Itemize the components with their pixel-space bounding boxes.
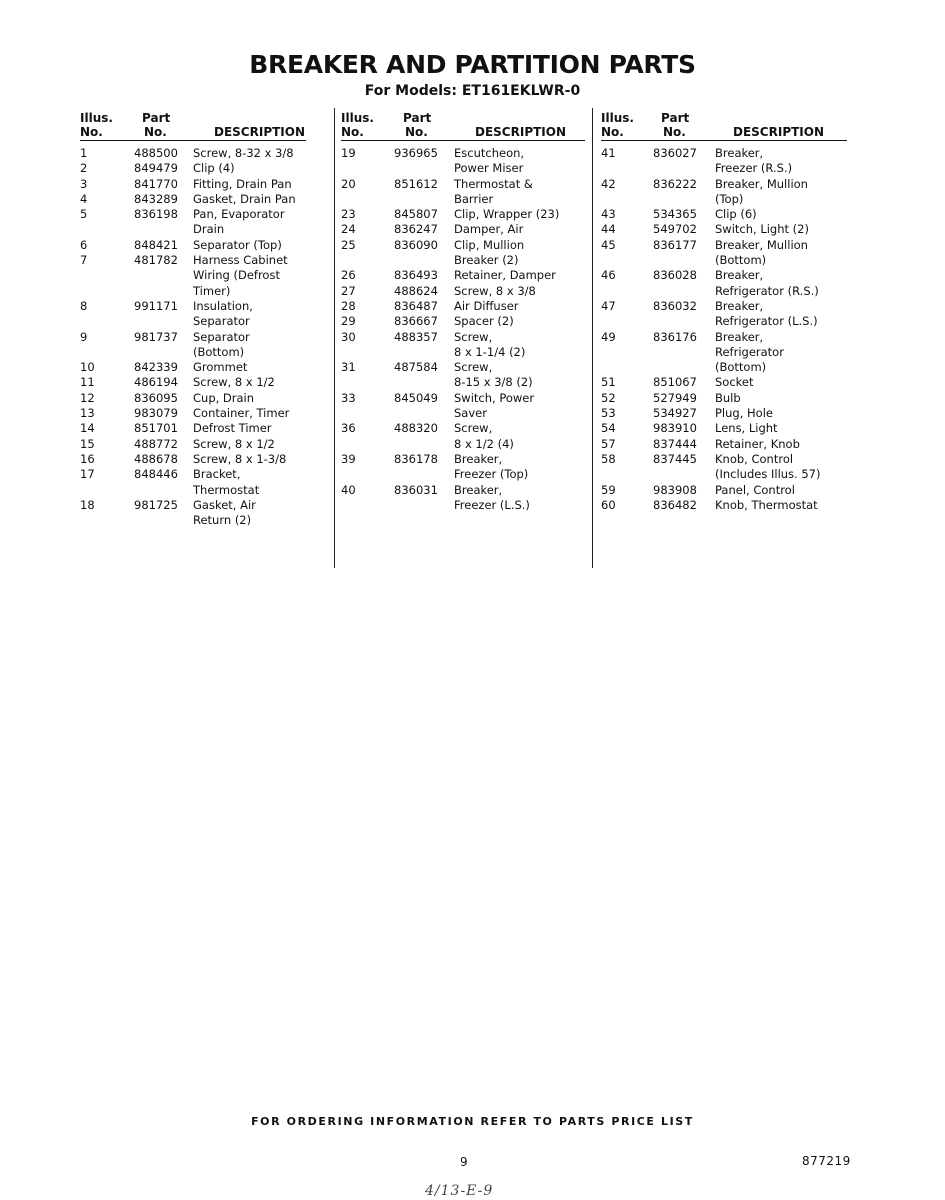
part-number: 836198	[134, 207, 178, 222]
part-number: 981737	[134, 329, 178, 344]
illus-number: 23	[341, 207, 356, 222]
part-row	[341, 330, 585, 361]
part-description: Screw, 8 x 1/2 (4)	[454, 421, 514, 451]
part-row	[601, 222, 847, 237]
part-row	[80, 161, 306, 176]
illus-number: 16	[80, 451, 95, 466]
part-number: 534365	[653, 207, 697, 222]
part-row	[80, 437, 306, 452]
part-header-line1: Part	[661, 111, 690, 125]
illus-number: 42	[601, 176, 616, 191]
part-number: 486194	[134, 375, 178, 390]
part-row	[80, 391, 306, 406]
part-row	[80, 375, 306, 390]
description-header: DESCRIPTION	[475, 125, 567, 139]
handwritten-note: 4/13-E-9	[425, 1183, 494, 1199]
illus-number: 52	[601, 390, 616, 405]
part-description: Pan, Evaporator Drain	[193, 207, 285, 237]
part-description: Breaker, Refrigerator (Bottom)	[715, 329, 784, 375]
part-row	[341, 177, 585, 208]
part-row	[601, 437, 847, 452]
part-description: Gasket, Air Return (2)	[193, 497, 256, 528]
part-number: 983910	[653, 421, 697, 436]
part-number: 843289	[134, 191, 178, 206]
illus-number: 44	[601, 222, 616, 237]
part-row	[341, 299, 585, 314]
parts-column-2	[341, 108, 585, 513]
part-description: Screw, 8-15 x 3/8 (2)	[454, 360, 533, 390]
part-description: Switch, Power Saver	[454, 390, 535, 421]
part-description: Defrost Timer	[193, 421, 272, 436]
illus-header-line1: Illus.	[341, 111, 374, 125]
model-subtitle: For Models: ET161EKLWR-0	[364, 83, 581, 99]
part-number: 837445	[653, 451, 697, 466]
part-number: 488624	[394, 283, 438, 298]
illus-number: 57	[601, 436, 616, 451]
part-number: 851612	[394, 176, 438, 191]
part-row	[80, 467, 306, 498]
part-description: Clip (6)	[715, 207, 757, 222]
part-row	[341, 421, 585, 452]
part-description: Clip, Mullion Breaker (2)	[454, 237, 525, 268]
part-row	[601, 268, 847, 299]
part-description: Breaker, Mullion (Top)	[715, 176, 808, 206]
part-number: 842339	[134, 360, 178, 375]
part-row	[80, 360, 306, 375]
part-row	[80, 498, 306, 529]
part-header-line1: Part	[403, 111, 432, 125]
illus-number: 33	[341, 390, 356, 405]
illus-number: 19	[341, 146, 356, 160]
part-number: 836176	[653, 329, 697, 344]
part-number: 836177	[653, 237, 697, 252]
part-row	[601, 375, 847, 390]
column-header	[80, 108, 306, 141]
part-description: Screw, 8 x 1/2	[193, 436, 275, 451]
part-description: Breaker, Freezer (L.S.)	[454, 482, 530, 512]
part-row	[341, 146, 585, 177]
part-row	[601, 483, 847, 498]
parts-column-1	[80, 108, 306, 528]
description-header: DESCRIPTION	[214, 125, 306, 139]
illus-number: 8	[80, 298, 88, 313]
illus-number: 17	[80, 467, 95, 482]
part-number: 851701	[134, 421, 178, 436]
part-number: 488772	[134, 436, 178, 451]
part-row	[601, 406, 847, 421]
part-number: 534927	[653, 406, 697, 421]
part-header-line2: No.	[663, 125, 686, 139]
part-number: 836487	[394, 298, 438, 313]
part-row	[341, 360, 585, 391]
illus-number: 43	[601, 207, 616, 222]
part-description: Harness Cabinet Wiring (Defrost Timer)	[193, 253, 288, 298]
part-row	[80, 207, 306, 238]
part-number: 845049	[394, 390, 438, 405]
part-description: Knob, Thermostat	[715, 497, 818, 512]
part-number: 836028	[653, 268, 697, 283]
part-number: 488678	[134, 451, 178, 466]
illus-number: 41	[601, 146, 616, 160]
part-number: 488357	[394, 329, 438, 344]
part-row	[341, 483, 585, 514]
illus-header-line2: No.	[601, 125, 624, 139]
part-row	[80, 330, 306, 361]
part-row	[601, 330, 847, 376]
illus-header-line1: Illus.	[80, 111, 113, 125]
illus-number: 11	[80, 375, 95, 390]
illus-number: 45	[601, 237, 616, 252]
column-divider	[334, 108, 335, 568]
part-row	[341, 238, 585, 269]
part-number: 981725	[134, 497, 178, 512]
part-row	[341, 207, 585, 222]
part-row	[341, 391, 585, 422]
part-description: Bracket, Thermostat	[193, 467, 260, 497]
part-number: 836247	[394, 222, 438, 237]
part-description: Breaker, Freezer (Top)	[454, 451, 529, 482]
illus-number: 59	[601, 482, 616, 497]
part-row	[80, 192, 306, 207]
part-row	[80, 238, 306, 253]
part-description: Grommet	[193, 360, 248, 375]
illus-number: 31	[341, 360, 356, 375]
part-number: 836027	[653, 146, 697, 160]
part-row	[601, 177, 847, 208]
part-row	[341, 284, 585, 299]
illus-number: 18	[80, 497, 95, 512]
part-description: Socket	[715, 375, 754, 390]
illus-number: 39	[341, 451, 356, 466]
part-row	[341, 452, 585, 483]
illus-number: 47	[601, 298, 616, 313]
part-number: 488320	[394, 421, 438, 436]
page-number: 9	[460, 1155, 468, 1169]
illus-number: 29	[341, 314, 356, 329]
column-divider	[592, 108, 593, 568]
part-row	[601, 421, 847, 436]
part-number: 836031	[394, 482, 438, 497]
document-number: 877219	[802, 1154, 851, 1168]
illus-number: 6	[80, 237, 88, 252]
part-number: 983079	[134, 406, 178, 421]
column-header	[341, 108, 585, 141]
part-row	[80, 177, 306, 192]
part-number: 488500	[134, 146, 178, 160]
illus-number: 7	[80, 253, 88, 268]
part-description: Breaker, Refrigerator (R.S.)	[715, 268, 819, 298]
illus-number: 5	[80, 207, 88, 222]
part-row	[80, 146, 306, 161]
part-description: Spacer (2)	[454, 314, 514, 329]
part-description: Screw, 8 x 1-3/8	[193, 451, 287, 466]
illus-number: 46	[601, 268, 616, 283]
part-number: 481782	[134, 253, 178, 268]
illus-number: 30	[341, 329, 356, 344]
illus-number: 20	[341, 176, 356, 191]
part-description: Knob, Control (Includes Illus. 57)	[715, 451, 821, 482]
illus-number: 49	[601, 329, 616, 344]
part-number: 845807	[394, 207, 438, 222]
part-number: 487584	[394, 360, 438, 375]
part-description: Breaker, Mullion (Bottom)	[715, 237, 808, 268]
illus-number: 40	[341, 482, 356, 497]
parts-column-3	[601, 108, 847, 513]
part-description: Retainer, Damper	[454, 268, 556, 283]
page-title: BREAKER AND PARTITION PARTS	[249, 50, 696, 79]
part-row	[80, 421, 306, 436]
rows-container	[601, 141, 847, 513]
illus-number: 3	[80, 176, 88, 191]
part-header-line2: No.	[405, 125, 428, 139]
part-description: Gasket, Drain Pan	[193, 191, 296, 206]
part-row	[601, 207, 847, 222]
part-row	[601, 299, 847, 330]
part-description: Plug, Hole	[715, 406, 773, 421]
illus-number: 58	[601, 451, 616, 466]
part-description: Air Diffuser	[454, 298, 519, 313]
part-number: 836482	[653, 497, 697, 512]
illus-number: 60	[601, 497, 616, 512]
part-description: Bulb	[715, 390, 741, 405]
part-description: Breaker, Refrigerator (L.S.)	[715, 298, 818, 329]
illus-number: 14	[80, 421, 95, 436]
part-number: 849479	[134, 161, 178, 176]
ordering-footer: FOR ORDERING INFORMATION REFER TO PARTS PRICE LIST	[251, 1115, 694, 1128]
part-row	[601, 391, 847, 406]
part-row	[80, 452, 306, 467]
illus-number: 12	[80, 390, 95, 405]
part-description: Screw, 8-32 x 3/8	[193, 146, 294, 160]
part-description: Separator (Top)	[193, 237, 282, 252]
part-description: Escutcheon, Power Miser	[454, 146, 525, 176]
part-description: Screw, 8 x 1/2	[193, 375, 275, 390]
illus-number: 53	[601, 406, 616, 421]
part-number: 848421	[134, 237, 178, 252]
part-description: Breaker, Freezer (R.S.)	[715, 146, 793, 176]
illus-header-line2: No.	[341, 125, 364, 139]
part-number: 837444	[653, 436, 697, 451]
part-row	[80, 406, 306, 421]
part-number: 527949	[653, 390, 697, 405]
illus-number: 9	[80, 329, 88, 344]
rows-container	[341, 141, 585, 513]
illus-header-line2: No.	[80, 125, 103, 139]
part-number: 848446	[134, 467, 178, 482]
illus-number: 26	[341, 268, 356, 283]
part-description: Retainer, Knob	[715, 436, 800, 451]
part-description: Insulation, Separator	[193, 298, 253, 329]
illus-number: 54	[601, 421, 616, 436]
part-row	[80, 253, 306, 299]
illus-header-line1: Illus.	[601, 111, 634, 125]
illus-number: 36	[341, 421, 356, 436]
illus-number: 28	[341, 298, 356, 313]
part-row	[601, 452, 847, 483]
illus-number: 10	[80, 360, 95, 375]
part-row	[601, 146, 847, 177]
illus-number: 1	[80, 146, 88, 160]
part-description: Clip (4)	[193, 161, 235, 176]
part-number: 836667	[394, 314, 438, 329]
part-number: 936965	[394, 146, 438, 160]
part-number: 983908	[653, 482, 697, 497]
part-number: 836493	[394, 268, 438, 283]
part-number: 836032	[653, 298, 697, 313]
part-description: Cup, Drain	[193, 390, 255, 405]
part-description: Separator (Bottom)	[193, 329, 250, 359]
part-number: 836178	[394, 451, 438, 466]
part-description: Lens, Light	[715, 421, 778, 436]
part-row	[601, 238, 847, 269]
part-number: 991171	[134, 298, 178, 313]
part-number: 549702	[653, 222, 697, 237]
part-description: Clip, Wrapper (23)	[454, 207, 560, 222]
part-description: Fitting, Drain Pan	[193, 176, 292, 191]
part-description: Panel, Control	[715, 482, 795, 497]
illus-number: 15	[80, 436, 95, 451]
rows-container	[80, 141, 306, 528]
part-row	[341, 268, 585, 283]
part-description: Screw, 8 x 1-1/4 (2)	[454, 329, 526, 359]
part-row	[80, 299, 306, 330]
part-number: 851067	[653, 375, 697, 390]
part-description: Thermostat & Barrier	[454, 176, 533, 206]
part-row	[601, 498, 847, 513]
part-description: Damper, Air	[454, 222, 524, 237]
part-number: 836222	[653, 176, 697, 191]
illus-number: 51	[601, 375, 616, 390]
illus-number: 27	[341, 283, 356, 298]
illus-number: 25	[341, 237, 356, 252]
part-header-line2: No.	[144, 125, 167, 139]
part-header-line1: Part	[142, 111, 171, 125]
part-description: Screw, 8 x 3/8	[454, 283, 536, 298]
illus-number: 13	[80, 406, 95, 421]
part-description: Container, Timer	[193, 406, 290, 421]
illus-number: 2	[80, 161, 88, 176]
part-number: 841770	[134, 176, 178, 191]
illus-number: 4	[80, 191, 88, 206]
description-header: DESCRIPTION	[733, 125, 825, 139]
part-number: 836095	[134, 390, 178, 405]
column-header	[601, 108, 847, 141]
part-row	[341, 222, 585, 237]
illus-number: 24	[341, 222, 356, 237]
part-number: 836090	[394, 237, 438, 252]
part-row	[341, 314, 585, 329]
part-description: Switch, Light (2)	[715, 222, 809, 237]
